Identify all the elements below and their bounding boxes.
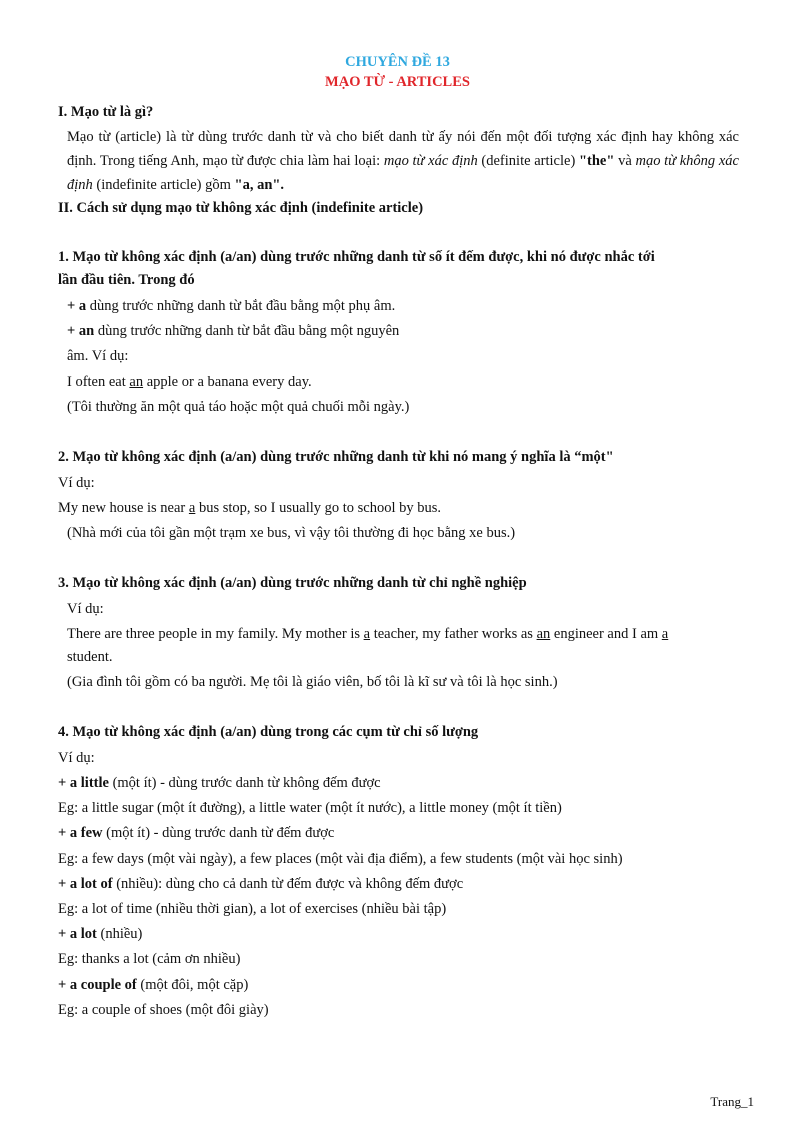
quantity-phrase-bold: + a lot of	[58, 875, 113, 892]
item-1-rule-cont: âm. Ví dụ:	[67, 348, 129, 364]
item-3-vidu: Ví dụ:	[67, 601, 104, 617]
item-1-example	[67, 373, 312, 391]
example-text: My new house is near	[58, 500, 189, 516]
rule-an-text: dùng trước những danh từ bắt đầu bằng một nguyên	[94, 323, 400, 339]
quantity-phrase-line	[58, 875, 463, 893]
para-text-d: (indefinite article) gồm	[92, 177, 235, 193]
quantity-line-text: (một ít) - dùng trước danh từ không đếm được	[108, 775, 381, 791]
example-text: apple or a banana every day.	[143, 374, 312, 390]
item-3-example-line-2: student.	[67, 649, 113, 665]
item-1-rule-a	[67, 297, 395, 315]
para-text-c: và	[614, 153, 636, 169]
item-1-heading-line-1: 1. Mạo từ không xác định (a/an) dùng trước những danh từ số ít đếm được, khi nó được nhắc tới	[58, 249, 655, 265]
example-text: bus stop, so I usually go to school by bus.	[195, 500, 442, 516]
item-4-heading: 4. Mạo từ không xác định (a/an) dùng trong các cụm từ chỉ số lượng	[58, 724, 479, 740]
quantity-phrase-line	[58, 976, 248, 994]
example-article-underlined: an	[129, 374, 144, 390]
quantity-example-line	[58, 950, 240, 968]
item-3-example	[67, 625, 668, 643]
quantity-phrase-bold: + a lot	[58, 926, 97, 943]
item-2-heading: 2. Mạo từ không xác định (a/an) dùng trước những danh từ khi nó mang ý nghĩa là “một"	[58, 449, 614, 465]
item-1-heading-line-2: lần đầu tiên. Trong đó	[58, 272, 195, 288]
quantity-example-line	[58, 900, 446, 918]
page-title: MẠO TỪ - ARTICLES	[325, 74, 470, 90]
page-number: Trang_1	[710, 1094, 754, 1109]
section-1-heading: I. Mạo từ là gì?	[58, 104, 154, 120]
quantity-line-text: (một ít) - dùng trước danh từ đếm được	[102, 825, 335, 842]
para-indefinite-italic: mạo từ không xác định	[67, 153, 739, 193]
example-article-underlined: a	[188, 500, 196, 516]
item-2-translation: (Nhà mới của tôi gần một trạm xe bus, vì vậy tôi thường đi học bằng xe bus.)	[67, 525, 516, 541]
quantity-line-text: Eg: a little sugar (một ít đường), a little water (một ít nước), a little money (một ít tiền)	[58, 800, 562, 817]
para-text-a: Mạo từ (article) là từ dùng trước danh từ và cho biết danh từ ấy nói đến một đối tượng xác định hay không xác định. Trong tiếng Anh, mạo từ được chia làm hai loại:	[67, 129, 739, 169]
example-text: engineer and I am	[550, 626, 662, 642]
rule-a-bold: + a	[67, 298, 87, 314]
section-1-paragraph	[67, 125, 739, 197]
quantity-phrase-line	[58, 774, 381, 792]
item-1-rule-an	[67, 322, 399, 340]
example-text: There are three people in my family. My mother is	[67, 626, 364, 642]
para-the-bold: "the"	[578, 153, 615, 169]
rule-an-bold: + an	[67, 323, 95, 339]
item-3-translation: (Gia đình tôi gồm có ba người. Mẹ tôi là giáo viên, bố tôi là kĩ sư và tôi là học sinh.)	[67, 674, 558, 690]
item-3-heading: 3. Mạo từ không xác định (a/an) dùng trước những danh từ chỉ nghề nghiệp	[58, 575, 527, 591]
quantity-phrase-bold: + a couple of	[58, 976, 137, 993]
para-definite-italic: mạo từ xác định	[383, 153, 478, 169]
topic-heading: CHUYÊN ĐỀ 13	[345, 54, 450, 70]
section-2-heading: II. Cách sử dụng mạo từ không xác định (indefinite article)	[58, 200, 424, 216]
quantity-phrase-line	[58, 925, 142, 943]
quantity-line-text: Eg: a lot of time (nhiều thời gian), a lot of exercises (nhiều bài tập)	[58, 901, 447, 917]
quantity-phrase-bold: + a few	[58, 825, 103, 842]
quantity-line-text: Eg: a couple of shoes (một đôi giày)	[58, 1001, 269, 1018]
example-text: I often eat	[67, 374, 130, 390]
item-1-translation: (Tôi thường ăn một quả táo hoặc một quả chuối mỗi ngày.)	[67, 399, 410, 415]
quantity-line-text: (một đôi, một cặp)	[136, 976, 249, 993]
quantity-example-line	[58, 1001, 269, 1019]
example-article-underlined: an	[536, 626, 551, 642]
item-2-example	[58, 499, 441, 517]
quantity-line-text: Eg: a few days (một vài ngày), a few places (một vài địa điểm), a few students (một vài học sinh)	[58, 850, 623, 867]
example-text: teacher, my father works as	[370, 626, 537, 642]
quantity-example-line	[58, 850, 623, 868]
para-text-b: (definite article)	[477, 153, 579, 169]
quantity-phrase-bold: + a little	[58, 775, 109, 791]
para-aan-bold: "a, an".	[234, 177, 285, 193]
quantity-phrase-line	[58, 824, 334, 842]
item-4-vidu: Ví dụ:	[58, 750, 95, 766]
rule-a-text: dùng trước những danh từ bắt đầu bằng một phụ âm.	[86, 298, 396, 314]
example-article-underlined: a	[363, 626, 371, 642]
quantity-line-text: (nhiều)	[96, 926, 143, 943]
item-2-vidu: Ví dụ:	[58, 475, 95, 491]
quantity-line-text: Eg: thanks a lot (cảm ơn nhiều)	[58, 951, 241, 968]
quantity-line-text: (nhiều): dùng cho cả danh từ đếm được và không đếm được	[112, 875, 464, 892]
quantity-example-line	[58, 799, 562, 817]
example-article-underlined: a	[661, 626, 669, 642]
